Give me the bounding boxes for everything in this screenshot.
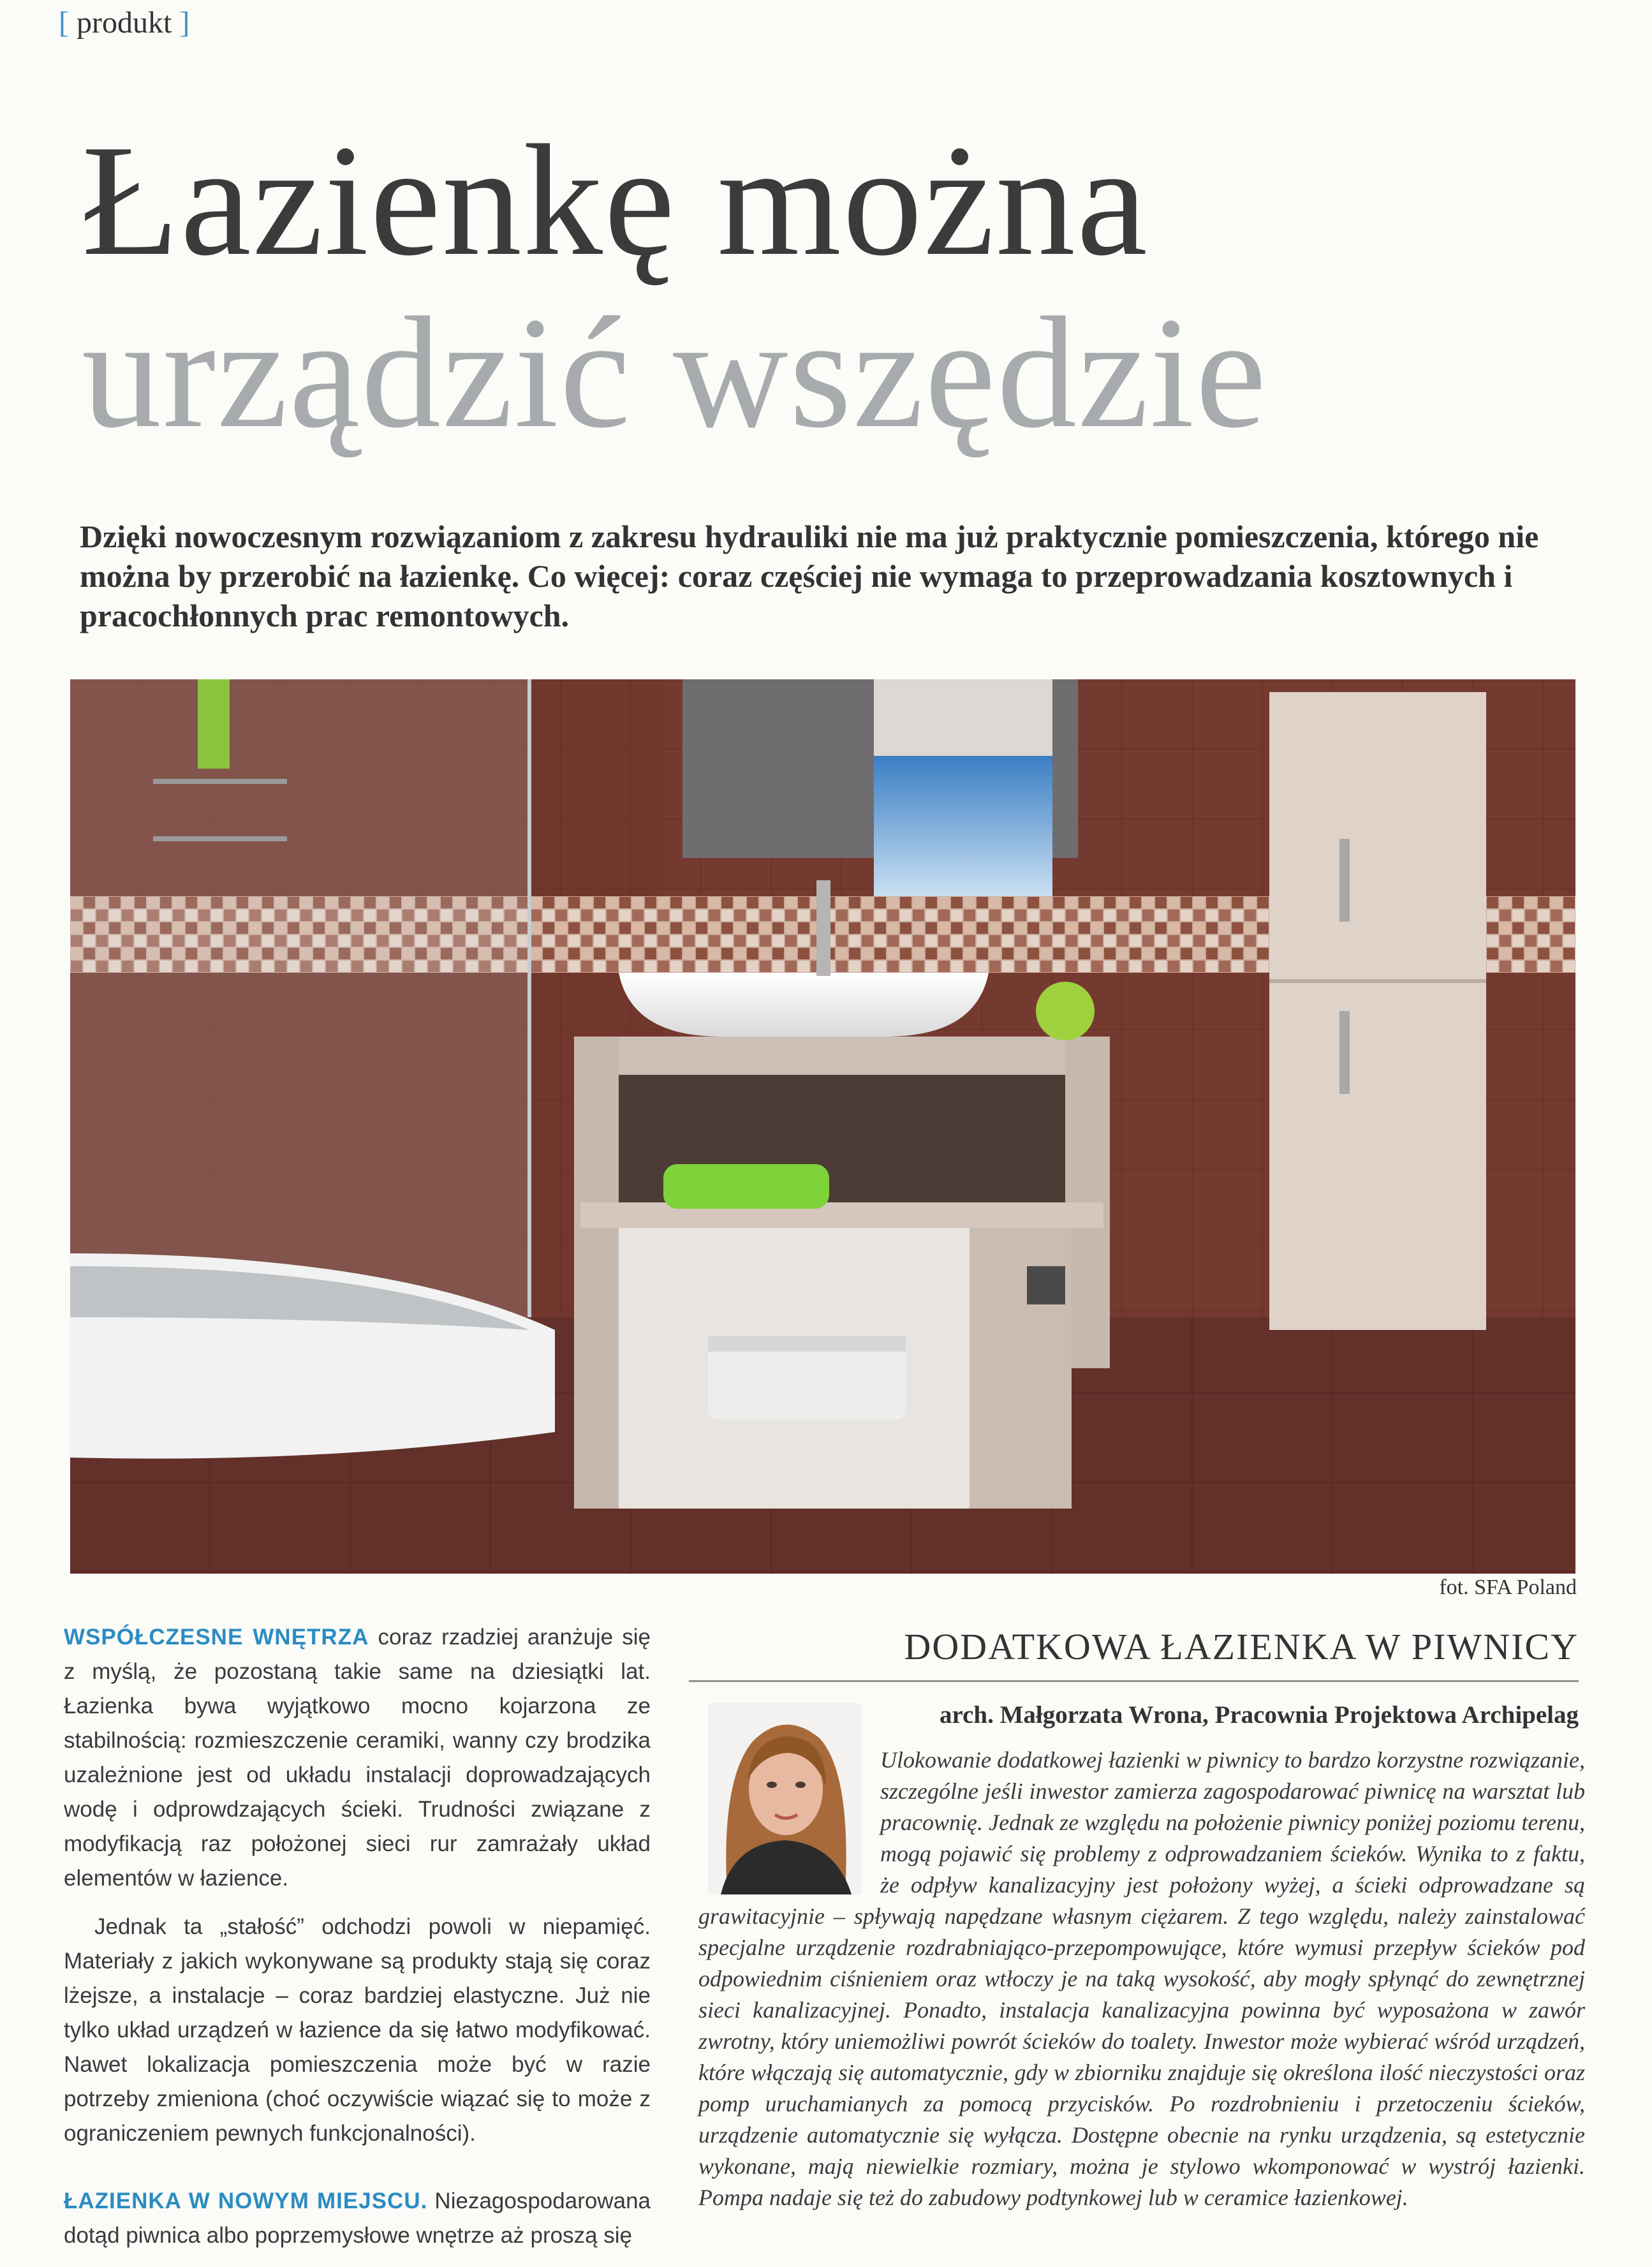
paragraph-3: [64, 2184, 651, 2253]
portrait-spacer: [698, 1745, 880, 1891]
photo-credit: fot. SFA Poland: [1439, 1576, 1577, 1599]
sidebar-text: [698, 1745, 1585, 2213]
sidebar-rule: [689, 1680, 1579, 1682]
paragraph-3-lead-in: ŁAZIENKA W NOWYM MIEJSCU.: [64, 2189, 428, 2213]
lead-paragraph: Dzięki nowoczesnym rozwiązaniom z zakresu hydrauliki nie ma już praktycznie pomieszczenia, którego nie można by przerobić na łazienkę. Co więcej: coraz częściej nie wymaga to przeprowadzania kosztownych i pracochłonnych prac remontowych.: [80, 519, 1539, 633]
paragraph-2: Jednak ta „stałość” odchodzi powoli w niepamięć. Materiały z jakich wykonywane są produkty stają się coraz lżejsze, a instalacje – coraz bardziej elastyczne. Już nie tylko układ urządzeń w łazience da się łatwo modyfikować. Nawet lokalizacja pomieszczenia może być w razie potrzeby zmieniona (choć oczywiście wiązać się to może z ograniczeniem pewnych funkcjonalności).: [64, 1914, 651, 2146]
headline-line-2: urządzić wszędzie: [82, 284, 1268, 461]
paragraph-1-lead-in: WSPÓŁCZESNE WNĘTRZA: [64, 1625, 369, 1650]
section-tag: [59, 5, 189, 40]
section-label: produkt: [76, 6, 172, 40]
headline-line-1: Łazienkę można: [82, 112, 1149, 289]
paragraph-1-text: coraz rzadziej aranżuje się z myślą, że pozostaną takie same na dziesiątki lat. Łazienka bywa wyjątkowo mocno kojarzona ze stabilnością: rozmieszczenie ceramiki, wanny czy brodzika uzależnione jest od układu instalacji doprowadzających wodę i odprowdzających ścieki. Trudności związane z modyfikacją raz położonej sieci rur zamrażały układ elementów w łazience.: [64, 1625, 651, 1891]
bathroom-photo: [70, 679, 1575, 1574]
paragraph-3-text: Niezagospodarowana dotąd piwnica albo poprzemysłowe wnętrze aż proszą się: [64, 2189, 651, 2248]
author-byline: arch. Małgorzata Wrona, Pracownia Projektowa Archipelag: [940, 1701, 1579, 1729]
left-column: [64, 1620, 651, 2267]
paragraph-1: [64, 1620, 651, 1896]
sidebar-paragraph: Ulokowanie dodatkowej łazienki w piwnicy to bardzo korzystne rozwiązanie, szczególne jeśli inwestor zamierza zagospodarować piwnicę na warsztat lub pracownię. Jednak ze względu na położenie piwnicy poniżej poziomu terenu, mogą pojawić się problemy z odprowadzaniem ścieków. Wynika to z faktu, że odpływ kanalizacyjny jest położony wyżej, a ścieki odprowadzane są grawitacyjnie – spływają napędzane własnym ciężarem. Z tego względu, należy zainstalować specjalne urządzenie rozdrabniająco-przepompowujące, które wymusi przepływ ścieków pod odpowiednim ciśnieniem oraz wtłoczy je na taką wysokość, aby mogły spłynąć do zewnętrznej sieci kanalizacyjnej. Ponadto, instalacja kanalizacyjna powinna być wyposażona w zawór zwrotny, który uniemożliwi powrót ścieków do toalety. Inwestor może wybierać wśród urządzeń, które włączają się automatycznie, gdy w zbiorniku znajduje się określona ilość nieczystości oraz pomp uruchamianych za pomocą przycisków. Po rozdrobnieniu i przetoczeniu ścieków, urządzenie automatycznie się wyłącza. Dostępne obecnie na rynku urządzenia, są estetycznie wykonane, mają niewielkie rozmiary, można je stylowo wkomponować w wystrój łazienki. Pompa nadaje się też do zabudowy podtynkowej lub w ceramice łazienkowej.: [698, 1747, 1585, 2210]
sidebar-title: DODATKOWA ŁAZIENKA W PIWNICY: [904, 1626, 1579, 1667]
bracket-close: ]: [179, 6, 190, 40]
bracket-open: [: [59, 6, 69, 40]
